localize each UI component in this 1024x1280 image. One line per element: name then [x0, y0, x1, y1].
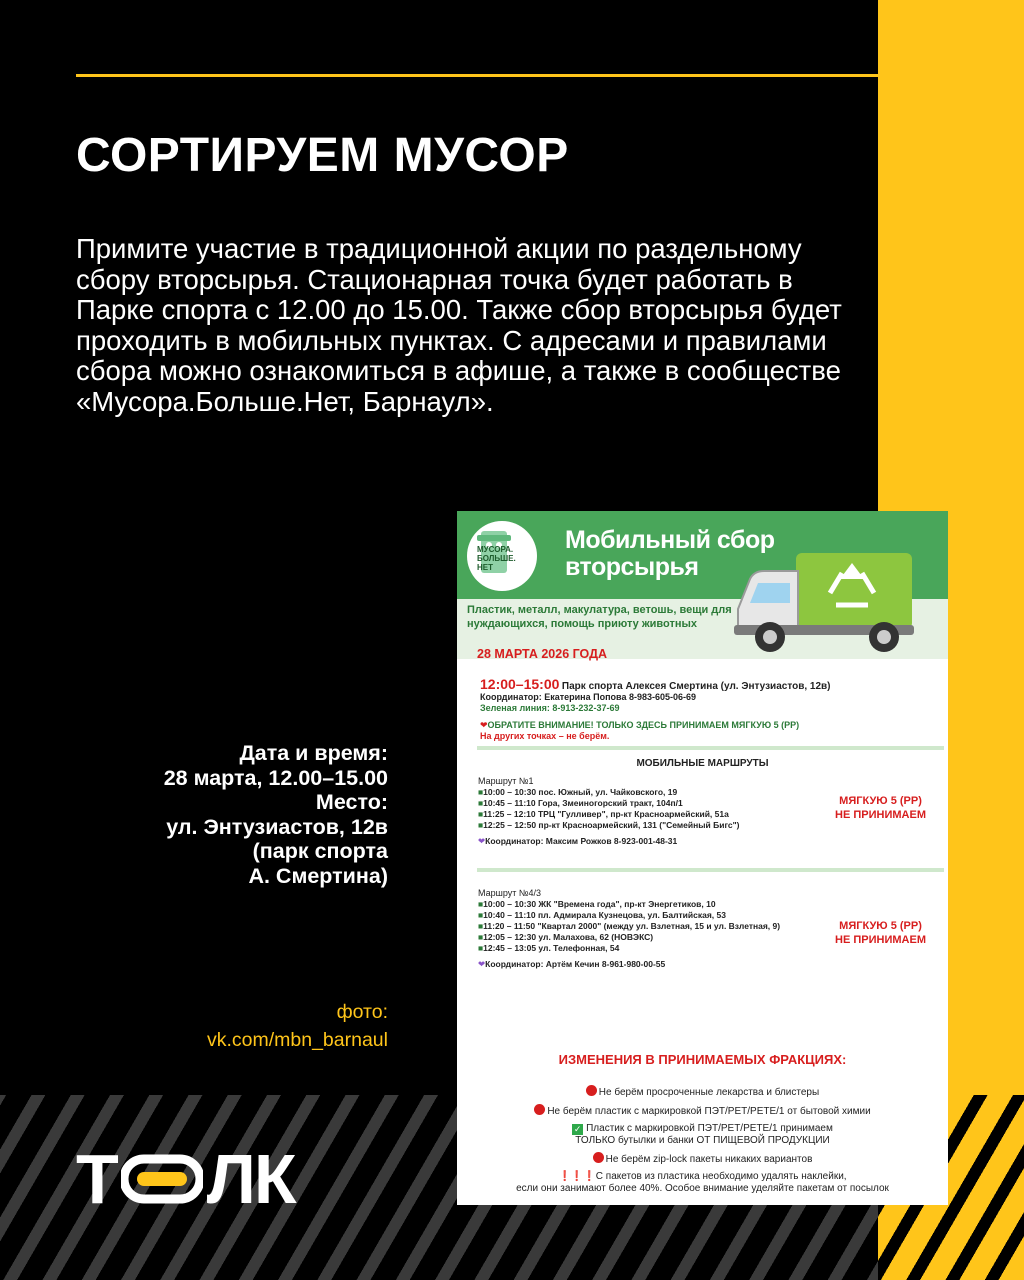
- route-stop: ■10:45 – 11:10 Гора, Змеиногорский тракт, 104п/1: [478, 798, 683, 808]
- route-1: [478, 776, 938, 856]
- stop-icon: [593, 1152, 604, 1163]
- event-info: [76, 741, 388, 888]
- poster-subtitle: Пластик, металл, макулатура, ветошь, вещи для нуждающихся, помощь приюту животных: [467, 604, 732, 630]
- stop-icon: [586, 1085, 597, 1096]
- route-stop: ■10:40 – 11:10 пл. Адмирала Кузнецова, ул. Балтийская, 53: [478, 910, 726, 920]
- poster-logo-text: МУСОРА. БОЛЬШЕ. НЕТ: [477, 545, 516, 572]
- datetime-label: Дата и время:: [239, 741, 388, 765]
- route-stop: ■11:20 – 11:50 "Квартал 2000" (между ул. Взлетная, 15 и ул. Взлетная, 9): [478, 921, 781, 931]
- main-coordinator: Координатор: Екатерина Попова 8-983-605-06-69: [480, 692, 696, 702]
- change-item: Не берём просроченные лекарства и блистеры: [457, 1085, 948, 1099]
- place-label: Место:: [315, 790, 388, 814]
- exclamation-icon: ❗❗❗: [558, 1171, 596, 1182]
- event-poster: [457, 511, 948, 1205]
- place-line-1: ул. Энтузиастов, 12в: [166, 814, 388, 839]
- change-item-continued: ТОЛЬКО бутылки и банки ОТ ПИЩЕВОЙ ПРОДУКЦИИ: [575, 1135, 830, 1146]
- change-item-continued: если они занимают более 40%. Особое внимание уделяйте пакетам от посылок: [516, 1183, 889, 1194]
- main-green-line: Зеленая линия: 8-913-232-37-69: [480, 703, 620, 713]
- route-coordinator: ❤Координатор: Артём Кечин 8-961-980-00-55: [478, 959, 666, 969]
- route-stop: ■12:25 – 12:50 пр-кт Красноармейский, 131 ("Семейный Бигс"): [478, 820, 740, 830]
- place-line-3: А. Смертина): [248, 863, 388, 888]
- heart-icon: ❤: [480, 720, 488, 730]
- article-title: СОРТИРУЕМ МУСОР: [76, 129, 569, 182]
- route-stop: ■10:00 – 10:30 пос. Южный, ул. Чайковского, 19: [478, 787, 678, 797]
- main-place: Парк спорта Алексея Смертина (ул. Энтузиастов, 12в): [561, 681, 831, 692]
- place-line-2: (парк спорта: [252, 839, 388, 863]
- route-stop: ■12:05 – 12:30 ул. Малахова, 62 (НОВЭКС): [478, 932, 654, 942]
- photo-credit: [76, 998, 388, 1054]
- main-other-points: На других точках – не берём.: [480, 731, 610, 741]
- article-lead: Примите участие в традиционной акции по раздельному сбору вторсырья. Стационарная точка будет работать в Парке спорта с 12.00 до 15.00. Также сбор вторсырья будет проходить в мобильных пунктах. С адресами и правилами сбора можно ознакомиться в афише, а также в сообществе «Мусора.Больше.Нет, Барнаул».: [76, 233, 842, 417]
- no-soft-plastic-note: МЯГКУЮ 5 (PP) НЕ ПРИНИМАЕМ: [835, 795, 926, 821]
- recycling-truck-icon: [732, 549, 917, 657]
- changes-list: [457, 1085, 948, 1195]
- changes-title: ИЗМЕНЕНИЯ В ПРИНИМАЕМЫХ ФРАКЦИЯХ:: [558, 1052, 847, 1067]
- logo-o-mark: [121, 1154, 203, 1204]
- change-item: Не берём пластик с маркировкой ПЭТ/PET/PETE/1 от бытовой химии: [457, 1104, 948, 1118]
- purple-heart-icon: ❤: [478, 836, 486, 846]
- tolk-logo[interactable]: [76, 1140, 295, 1218]
- poster-title-line-2: вторсырья: [565, 553, 699, 581]
- check-icon: ✓: [573, 1124, 582, 1134]
- route-stop: ■12:45 – 13:05 ул. Телефонная, 54: [478, 943, 620, 953]
- change-item: Не берём zip-lock пакеты никаких вариантов: [457, 1152, 948, 1166]
- route-stop: ■10:00 – 10:30 ЖК "Времена года", пр-кт Энергетиков, 10: [478, 899, 716, 909]
- route-name: Маршрут №1: [478, 776, 534, 786]
- poster-divider: [477, 868, 944, 872]
- main-warning: ❤ОБРАТИТЕ ВНИМАНИЕ! ТОЛЬКО ЗДЕСЬ ПРИНИМАЕМ МЯГКУЮ 5 (PP): [480, 720, 800, 730]
- route-coordinator: ❤Координатор: Максим Рожков 8-923-001-48-31: [478, 836, 678, 846]
- change-item: ❗❗❗С пакетов из пластика необходимо удалять наклейки,: [558, 1171, 847, 1182]
- logo-letter-t: Т: [76, 1140, 117, 1218]
- top-divider: [76, 74, 950, 77]
- stop-icon: [534, 1104, 545, 1115]
- routes-title: МОБИЛЬНЫЕ МАРШРУТЫ: [636, 758, 769, 769]
- poster-main-point: [480, 676, 940, 742]
- photo-source-link[interactable]: vk.com/mbn_barnaul: [206, 1029, 388, 1051]
- photo-label: фото:: [336, 1001, 388, 1023]
- no-soft-plastic-note: МЯГКУЮ 5 (PP) НЕ ПРИНИМАЕМ: [835, 920, 926, 946]
- poster-title-line-1: Мобильный сбор: [565, 526, 775, 554]
- main-time: 12:00–15:00: [480, 676, 560, 692]
- purple-heart-icon: ❤: [478, 959, 486, 969]
- route-name: Маршрут №4/3: [478, 888, 542, 898]
- logo-letters-lk: ЛК: [206, 1140, 295, 1218]
- route-stop: ■11:25 – 12:10 ТРЦ "Гулливер", пр-кт Красноармейский, 51а: [478, 809, 729, 819]
- poster-date: 28 МАРТА 2026 ГОДА: [477, 647, 608, 661]
- route-4-3: [478, 888, 938, 983]
- change-item: ✓ Пластик с маркировкой ПЭТ/PET/PETE/1 принимаем: [573, 1123, 833, 1134]
- datetime-value: 28 марта, 12.00–15.00: [163, 765, 388, 790]
- poster-divider: [477, 746, 944, 750]
